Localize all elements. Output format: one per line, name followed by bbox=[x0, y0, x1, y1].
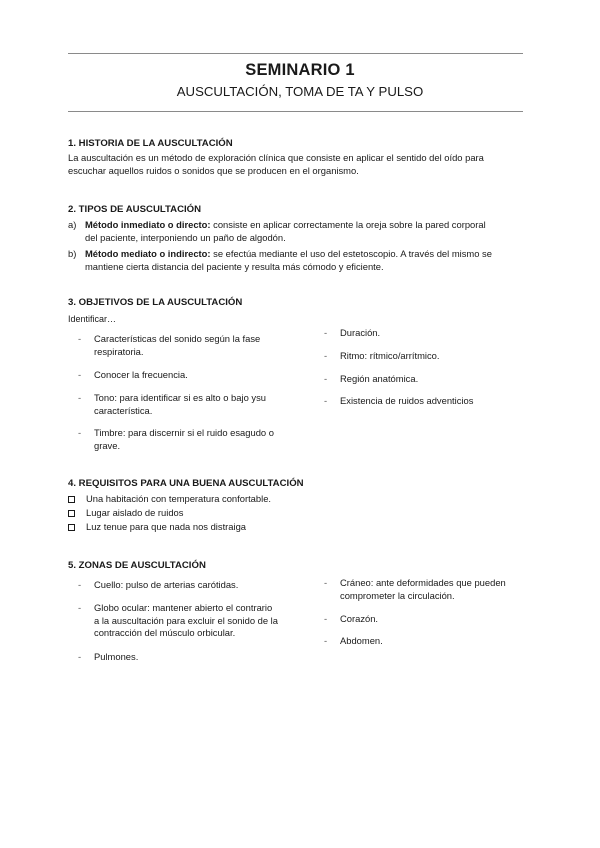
section2-heading: 2. TIPOS DE AUSCULTACIÓN bbox=[68, 204, 202, 215]
section5-left-item-3: Pulmones. bbox=[94, 651, 139, 662]
dash-marker: - bbox=[324, 613, 328, 624]
dash-marker: - bbox=[324, 373, 328, 384]
section5-right-item-2: Corazón. bbox=[340, 613, 379, 624]
section4-item-1: Una habitación con temperatura confortable. bbox=[86, 493, 272, 504]
dash-marker: - bbox=[324, 635, 328, 646]
section2-item-a-line2: del paciente, interponiendo un paño de algodón. bbox=[85, 231, 286, 243]
dash-marker: - bbox=[78, 392, 82, 403]
section3-heading: 3. OBJETIVOS DE LA AUSCULTACIÓN bbox=[68, 297, 243, 308]
section5-right-item-3: Abdomen. bbox=[340, 635, 383, 646]
section2-item-b-marker: b) bbox=[68, 248, 77, 259]
section2-item-a-marker: a) bbox=[68, 219, 77, 230]
dash-marker: - bbox=[324, 577, 328, 588]
section2-item-a-line1 bbox=[85, 219, 534, 231]
dash-marker: - bbox=[324, 350, 328, 361]
dash-marker: - bbox=[78, 579, 82, 590]
dash-marker: - bbox=[78, 427, 82, 438]
section5-left-item-2-line1: Globo ocular: mantener abierto el contrario bbox=[94, 602, 273, 613]
dash-marker: - bbox=[78, 333, 82, 344]
dash-marker: - bbox=[324, 327, 328, 338]
section1-heading: 1. HISTORIA DE LA AUSCULTACIÓN bbox=[68, 138, 233, 149]
checkbox-icon bbox=[68, 496, 75, 503]
section3-left-item-4-line2: grave. bbox=[94, 439, 121, 451]
section2-item-a-term: Método inmediato o directo: bbox=[85, 219, 211, 230]
section2-item-b-line1 bbox=[85, 248, 534, 260]
section3-right-item-3: Región anatómica. bbox=[340, 373, 419, 384]
section5-right-item-1-line1: Cráneo: ante deformidades que pueden bbox=[340, 577, 506, 588]
page-subtitle: AUSCULTACIÓN, TOMA DE TA Y PULSO bbox=[176, 84, 424, 99]
section2-item-b-term: Método mediato o indirecto: bbox=[85, 248, 211, 259]
section3-left-item-3-line1: Tono: para identificar si es alto o bajo ysu bbox=[94, 392, 266, 403]
section3-left-item-1-line2: respiratoria. bbox=[94, 345, 144, 357]
section4-heading: 4. REQUISITOS PARA UNA BUENA AUSCULTACIÓN bbox=[68, 478, 304, 489]
section5-left-item-2-line3: contracción del músculo orbicular. bbox=[94, 627, 236, 638]
header-bottom-rule bbox=[68, 111, 523, 112]
section4-item-3: Luz tenue para que nada nos distraiga bbox=[86, 521, 247, 532]
section3-intro: Identificar… bbox=[68, 314, 117, 324]
section3-left-item-1-line1: Características del sonido según la fase bbox=[94, 333, 261, 344]
section1-line2: escuchar aquellos ruidos o sonidos que se producen en el organismo. bbox=[68, 164, 359, 176]
section2-item-a-text: consiste en aplicar correctamente la oreja sobre la pared corporal bbox=[210, 219, 486, 230]
section4-item-2: Lugar aislado de ruidos bbox=[86, 507, 184, 518]
section2-item-b-text: se efectúa mediante el uso del estetoscopio. A través del mismo se bbox=[210, 248, 492, 259]
section5-left-item-1: Cuello: pulso de arterias carótidas. bbox=[94, 579, 239, 590]
dash-marker: - bbox=[78, 602, 82, 613]
section2-item-b-line2: mantiene cierta distancia del paciente y resulta más cómodo y eficiente. bbox=[85, 260, 384, 272]
page-title: SEMINARIO 1 bbox=[245, 61, 355, 79]
dash-marker: - bbox=[78, 369, 82, 380]
section5-right-item-1-line2: comprometer la circulación. bbox=[340, 589, 455, 601]
dash-marker: - bbox=[324, 395, 328, 406]
section3-right-item-2: Ritmo: rítmico/arrítmico. bbox=[340, 350, 440, 361]
checkbox-icon bbox=[68, 524, 75, 531]
section3-left-item-2: Conocer la frecuencia. bbox=[94, 369, 188, 380]
section3-right-item-4: Existencia de ruidos adventicios bbox=[340, 395, 474, 406]
section3-right-item-1: Duración. bbox=[340, 327, 381, 338]
checkbox-icon bbox=[68, 510, 75, 517]
dash-marker: - bbox=[78, 651, 82, 662]
section5-left-item-2-line2: a la auscultación para excluir el sonido de la bbox=[94, 614, 278, 626]
section3-left-item-3-line2: característica. bbox=[94, 404, 153, 416]
section3-left-item-4-line1: Timbre: para discernir si el ruido esagudo o bbox=[94, 427, 274, 438]
top-rule bbox=[68, 53, 523, 54]
section1-line1: La auscultación es un método de exploración clínica que consiste en aplicar el sentido del oído para bbox=[68, 152, 484, 163]
section5-heading: 5. ZONAS DE AUSCULTACIÓN bbox=[68, 560, 206, 571]
